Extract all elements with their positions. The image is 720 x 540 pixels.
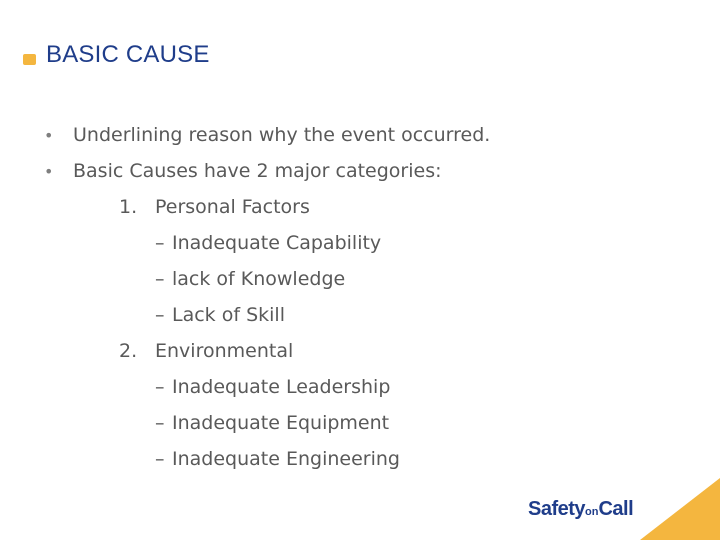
category-label: Personal Factors — [155, 196, 310, 218]
sub-item: Inadequate Equipment — [172, 412, 390, 434]
sub-item: Lack of Skill — [172, 304, 285, 326]
list-number: 1. — [119, 196, 138, 218]
dash-symbol: – — [155, 304, 165, 326]
sub-item: lack of Knowledge — [172, 268, 346, 290]
logo-text-call: Call — [598, 498, 634, 520]
dash-symbol: – — [155, 448, 165, 470]
title-marker-square — [23, 54, 36, 65]
slide-title: BASIC CAUSE — [46, 41, 210, 68]
bullet-symbol: • — [44, 162, 54, 181]
logo-text-on: on — [585, 506, 599, 518]
bullet-text: Basic Causes have 2 major categories: — [73, 160, 442, 182]
sub-item: Inadequate Engineering — [172, 448, 400, 470]
dash-symbol: – — [155, 268, 165, 290]
list-number: 2. — [119, 340, 138, 362]
bullet-text: Underlining reason why the event occurred. — [73, 124, 491, 146]
dash-symbol: – — [155, 232, 165, 254]
corner-triangle-decoration — [640, 478, 720, 540]
dash-symbol: – — [155, 412, 165, 434]
sub-item: Inadequate Capability — [172, 232, 382, 254]
bullet-symbol: • — [44, 126, 54, 145]
dash-symbol: – — [155, 376, 165, 398]
logo-text-safety: Safety — [528, 498, 586, 520]
category-label: Environmental — [155, 340, 294, 362]
sub-item: Inadequate Leadership — [172, 376, 391, 398]
safety-on-call-logo — [528, 498, 633, 521]
